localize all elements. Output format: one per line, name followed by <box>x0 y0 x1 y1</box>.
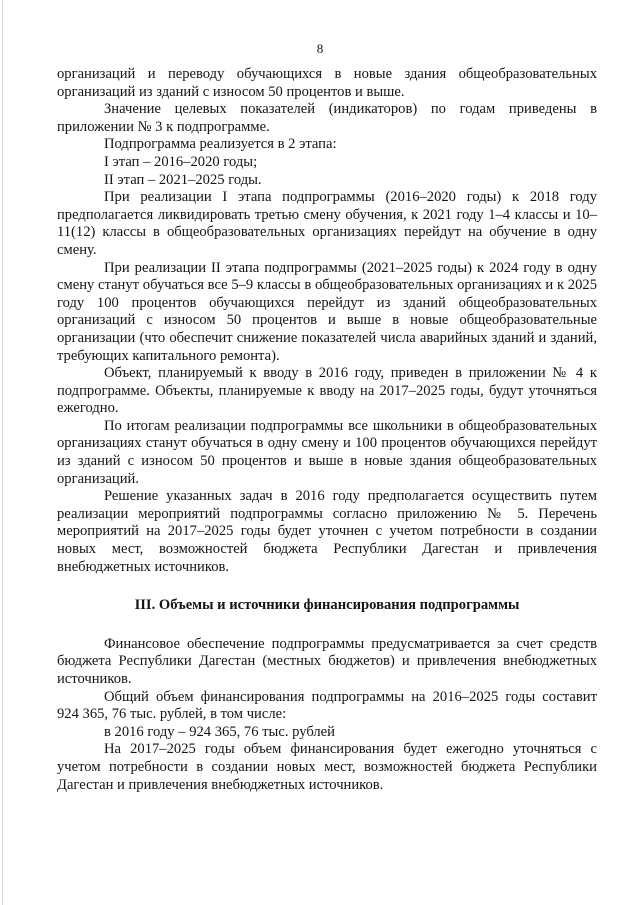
paragraph: По итогам реализации подпрограммы все школьники в общеобразовательных организациях станут обучаться в одну смену и 100 процентов обучающихся перейдут из зданий с износом 50 процентов и выше в новые здания общеобразовательных организаций. <box>57 417 597 487</box>
section-text-before <box>57 66 597 576</box>
paragraph: организаций и переводу обучающихся в новые здания общеобразовательных организаций из зданий с износом 50 процентов и выше. <box>57 66 597 100</box>
paragraph: Подпрограмма реализуется в 2 этапа: <box>104 136 337 153</box>
section-heading: III. Объемы и источники финансирования подпрограммы <box>134 597 520 614</box>
section-text-after <box>57 636 597 794</box>
scan-edge <box>2 0 3 905</box>
paragraph: в 2016 году – 924 365, 76 тыс. рублей <box>104 723 335 740</box>
paragraph: Финансовое обеспечение подпрограммы предусматривается за счет средств бюджета Республики Дагестан (местных бюджетов) и привлечения внебюджетных источников. <box>57 635 597 687</box>
paragraph: Объект, планируемый к вводу в 2016 году, приведен в приложении № 4 к подпрограмме. Объекты, планируемые к вводу на 2017–2025 годы, будут уточняться ежегодно. <box>57 365 597 417</box>
paragraph: Решение указанных задач в 2016 году предполагается осуществить путем реализации мероприятий подпрограммы согласно приложению № 5. Перечень мероприятий на 2017–2025 годы будет уточнен с учетом потребности в создании новых мест, возможностей бюджета Республики Дагестан и привлечения внебюджетных источников. <box>57 488 597 575</box>
page-number: 8 <box>316 41 324 56</box>
paragraph: II этап – 2021–2025 годы. <box>104 171 262 188</box>
document-body <box>57 66 597 794</box>
paragraph: При реализации I этапа подпрограммы (2016–2020 годы) к 2018 году предполагается ликвидировать третью смену обучения, к 2021 году 1–4 классы и 10–11(12) классы в общеобразовательных организациях перейдут на обучение в одну смену. <box>57 189 597 258</box>
paragraph: Значение целевых показателей (индикаторов) по годам приведены в приложении № 3 к подпрограмме. <box>57 101 597 135</box>
paragraph: На 2017–2025 годы объем финансирования будет ежегодно уточняться с учетом потребности в создании новых мест, возможностей бюджета Республики Дагестан и привлечения внебюджетных источников. <box>57 741 597 793</box>
paragraph: Общий объем финансирования подпрограммы на 2016–2025 годы составит 924 365, 76 тыс. рублей, в том числе: <box>57 688 597 723</box>
paragraph: I этап – 2016–2020 годы; <box>104 153 258 170</box>
paragraph: При реализации II этапа подпрограммы (2021–2025 годы) к 2024 году в одну смену станут обучаться все 5–9 классы в общеобразовательных организациях и к 2025 году 100 процентов обучающихся перейдут из зданий общеобразовательных организаций с износом 50 процентов и выше в новые общеобразовательные организации (что обеспечит снижение показателей числа аварийных зданий и зданий, требующих капитального ремонта). <box>57 259 597 364</box>
